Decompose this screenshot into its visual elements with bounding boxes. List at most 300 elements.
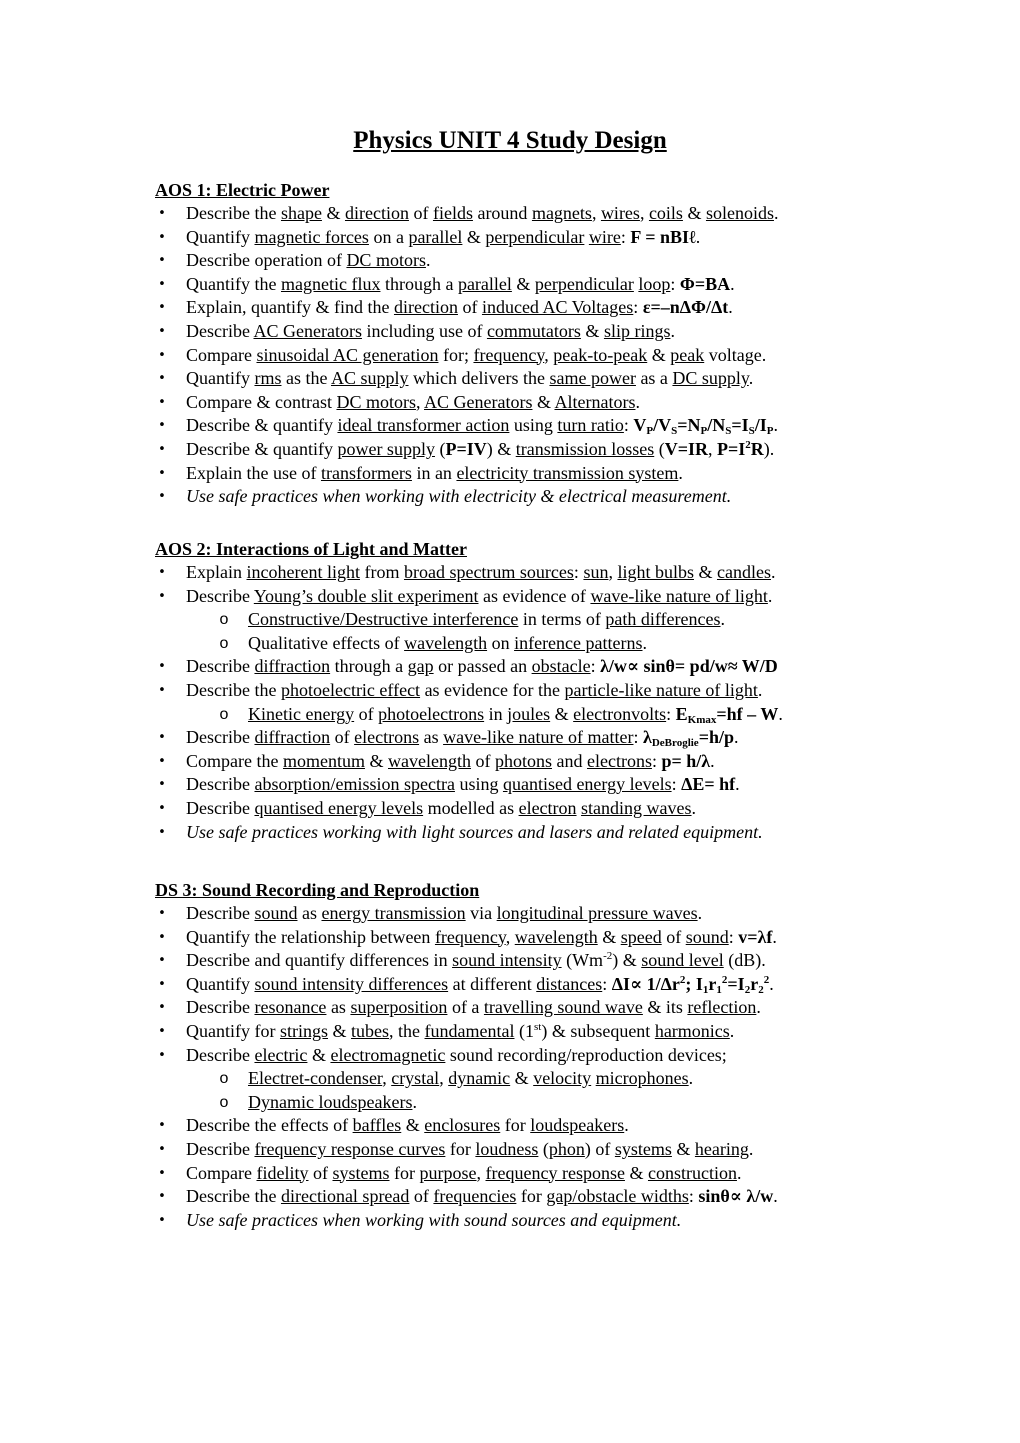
text-segment: as a (635, 368, 673, 389)
text-segment: parallel (457, 273, 512, 294)
text-segment: obstacle (531, 656, 591, 677)
sub-bullet-icon: o (219, 1093, 229, 1111)
text-segment: purpose (419, 1162, 477, 1183)
text-segment: , (505, 926, 515, 947)
text-segment: quantised energy levels (502, 774, 672, 795)
text-segment: Compare & contrast (186, 391, 337, 412)
text-segment: . (748, 368, 754, 389)
text-segment: Explain the use of (186, 462, 321, 483)
page-title: Physics UNIT 4 Study Design (353, 127, 667, 154)
text-segment: same power (549, 368, 636, 389)
text-segment: . (770, 562, 776, 582)
text-segment: P (700, 425, 708, 438)
text-segment: Use safe practices when working with electricity & electrical measurement. (186, 486, 732, 507)
text-segment: 1 (702, 983, 709, 996)
text-segment: shape (280, 203, 322, 223)
text-segment: ΔE= hf (681, 774, 736, 795)
bullet-icon: • (158, 206, 166, 221)
text-segment: & (580, 320, 604, 341)
text-segment: . (769, 973, 774, 994)
text-segment: enclosures (424, 1115, 501, 1136)
text-segment: Quantify the relationship between (186, 926, 435, 947)
text-segment: . (412, 1091, 417, 1112)
bullet-icon: • (158, 1000, 166, 1016)
text-segment: wave-like nature of matter (443, 727, 634, 748)
sub-list-item (155, 1091, 915, 1115)
list-item (155, 773, 915, 797)
text-segment: V (633, 415, 647, 436)
text-segment: , (591, 203, 601, 223)
text-segment: /N (707, 415, 726, 436)
text-segment: =h/p (698, 727, 734, 748)
text-segment: crystal (391, 1068, 440, 1089)
text-segment: =I (727, 973, 745, 994)
list-item (155, 296, 915, 320)
text-segment: v=λf (738, 926, 773, 947)
text-segment: & (511, 273, 535, 294)
text-segment: , (608, 562, 618, 582)
text-segment: harmonics (654, 1020, 730, 1041)
list-item (155, 485, 915, 509)
list-item (155, 438, 915, 462)
text-segment: . (697, 903, 703, 923)
text-segment: which delivers the (408, 368, 550, 389)
text-segment: frequency (473, 344, 545, 365)
text-segment: turn ratio (557, 415, 624, 436)
text-segment: electromagnetic (330, 1044, 446, 1065)
text-segment: : (633, 727, 643, 748)
text-segment: diffraction (254, 656, 331, 677)
text-segment: Constructive/Destructive interference (248, 609, 519, 630)
bullet-icon: • (158, 777, 166, 793)
text-segment: from (359, 562, 404, 582)
text-segment: Young’s double slit experiment (253, 585, 479, 606)
text-segment: direction (344, 203, 409, 223)
list-item (155, 1114, 915, 1138)
text-segment: . (691, 797, 697, 818)
bullet-icon: • (158, 659, 166, 675)
text-segment: parallel (408, 226, 463, 247)
text-segment: . (635, 391, 640, 412)
text-segment: construction (647, 1162, 737, 1183)
bullet-icon: • (158, 800, 166, 816)
text-segment: for (516, 1186, 547, 1207)
text-segment: DC motors (346, 250, 426, 271)
list-item (155, 1162, 915, 1186)
text-segment: electron (518, 797, 577, 818)
text-segment: sound intensity (452, 950, 562, 971)
text-segment: , (544, 344, 554, 365)
text-segment: Quantify (186, 973, 255, 994)
bullet-icon: • (158, 371, 166, 387)
list-item (155, 797, 915, 821)
text-segment: S (748, 425, 755, 438)
text-segment: Qualitative effects of (248, 632, 405, 653)
text-segment: 2 (721, 973, 728, 986)
text-segment: wire (588, 226, 621, 247)
text-segment: Describe (186, 997, 255, 1018)
section-heading: AOS 1: Electric Power (155, 180, 330, 200)
text-segment: . (642, 632, 648, 653)
text-segment: , (439, 1068, 449, 1089)
text-segment: including use of (361, 320, 487, 341)
text-segment: of (354, 703, 379, 724)
list-item (155, 902, 915, 926)
list-item (155, 821, 915, 845)
text-segment: diffraction (254, 727, 331, 748)
text-segment: AC Generators (424, 391, 533, 412)
bullet-icon: • (158, 953, 166, 969)
text-segment: perpendicular (485, 226, 585, 247)
bullet-icon: • (158, 347, 166, 363)
text-segment: fundamental (424, 1020, 515, 1041)
text-segment: 2 (744, 983, 751, 996)
text-segment: r (708, 973, 717, 994)
text-segment: of (661, 926, 686, 947)
text-segment: . (728, 297, 733, 318)
bullet-icon: • (158, 906, 166, 921)
text-segment: joules (507, 703, 551, 724)
text-segment: =N (677, 415, 701, 436)
text-segment: energy transmission (321, 903, 466, 923)
list-item (155, 726, 915, 750)
text-segment: ). (763, 438, 775, 459)
text-segment: . (773, 203, 779, 223)
text-segment: wavelength (514, 926, 598, 947)
text-segment: . (735, 774, 740, 795)
list-item (155, 414, 915, 438)
text-segment: Quantify (186, 226, 255, 247)
text-segment: or passed an (433, 656, 532, 677)
text-segment: Describe (186, 1138, 255, 1159)
text-segment: Explain (186, 562, 247, 582)
text-segment: . (736, 1162, 742, 1183)
text-segment: reflection (687, 997, 757, 1018)
text-segment: Use safe practices working with light sources and lasers and related equipment. (186, 821, 763, 842)
text-segment: DC motors (336, 391, 416, 412)
text-segment: , (382, 1068, 392, 1089)
text-segment: electronvolts (573, 703, 667, 724)
text-segment: magnetic flux (280, 273, 381, 294)
text-segment: P (766, 425, 774, 438)
text-segment: wavelength (388, 750, 471, 771)
text-segment: , the (389, 1020, 425, 1041)
text-segment: Describe operation of (186, 250, 347, 271)
text-segment: transformers (320, 462, 412, 483)
text-segment: : (623, 415, 634, 436)
text-segment: rms (254, 368, 282, 389)
text-segment: . (710, 750, 715, 771)
sub-bullet-icon: o (219, 705, 229, 723)
bullet-icon: • (158, 1118, 166, 1134)
text-segment: of (308, 1162, 333, 1183)
text-segment: microphones (595, 1068, 689, 1089)
text-segment: AC supply (330, 368, 409, 389)
text-segment: & (510, 1068, 534, 1089)
text-segment: . (678, 462, 683, 483)
text-segment: velocity (533, 1068, 592, 1089)
bullet-icon: • (158, 1165, 166, 1181)
text-segment: . (695, 226, 701, 247)
text-segment: directional spread (280, 1186, 410, 1207)
text-segment: Compare the (186, 750, 283, 771)
text-segment: Describe and quantify differences in (186, 950, 453, 971)
text-segment: . (720, 609, 726, 630)
bullet-icon: • (158, 753, 166, 769)
bullet-icon: • (158, 276, 166, 292)
text-segment: & (307, 1044, 331, 1065)
text-segment: . (733, 727, 739, 748)
list-item (155, 585, 915, 609)
bullet-list (155, 902, 915, 1232)
text-segment: absorption/emission spectra (254, 774, 455, 795)
text-segment: P=I (717, 438, 746, 459)
text-segment: st (533, 1020, 542, 1033)
text-segment: , (639, 203, 649, 223)
text-segment: λ (643, 727, 652, 748)
text-segment: : (688, 1186, 699, 1207)
text-segment: as the (281, 368, 331, 389)
text-segment: ; I (685, 973, 703, 994)
text-segment: via (465, 903, 497, 923)
text-segment: P=IV (445, 438, 487, 459)
text-segment: (Wm (561, 950, 604, 971)
text-segment: transmission losses (515, 438, 655, 459)
text-segment: P (646, 425, 654, 438)
text-segment: Quantify the (186, 273, 281, 294)
text-segment: ) & (486, 438, 516, 459)
text-segment: sun (583, 562, 609, 582)
text-segment: fields (432, 203, 473, 223)
bullet-icon: • (158, 929, 166, 945)
text-segment: ideal transformer action (337, 415, 510, 436)
list-item (155, 202, 915, 226)
text-segment: . (757, 679, 763, 700)
text-segment: : (651, 750, 662, 771)
text-segment: phon (548, 1138, 585, 1159)
bullet-icon: • (158, 1047, 166, 1063)
text-segment: as (297, 903, 322, 923)
text-segment: peak-to-peak (553, 344, 648, 365)
text-segment: & (462, 226, 486, 247)
text-segment: travelling sound wave (483, 997, 643, 1018)
list-item (155, 1044, 915, 1068)
text-segment: . (624, 1115, 629, 1136)
text-segment: incoherent light (246, 562, 360, 582)
sub-list-item (155, 608, 915, 632)
text-segment: Describe (186, 656, 255, 677)
text-segment: solenoids (705, 203, 774, 223)
text-segment: : (666, 703, 676, 724)
text-segment: strings (279, 1020, 328, 1041)
list-item (155, 926, 915, 950)
text-segment: in an (411, 462, 457, 483)
bullet-icon: • (158, 1141, 166, 1157)
text-segment: Describe & quantify (186, 415, 338, 436)
text-segment: on (487, 632, 515, 653)
text-segment: and (551, 750, 587, 771)
bullet-icon: • (158, 1212, 166, 1228)
text-segment: & its (642, 997, 688, 1018)
text-segment: . (670, 320, 675, 341)
text-segment: as evidence of (478, 585, 591, 606)
text-segment: p= h/λ (661, 750, 711, 771)
sub-list-item (155, 632, 915, 656)
text-segment: using (509, 415, 558, 436)
text-segment: Kinetic energy (248, 703, 355, 724)
text-segment: & (364, 750, 388, 771)
text-segment: photoelectrons (378, 703, 485, 724)
text-segment: for (445, 1138, 476, 1159)
bullet-icon: • (158, 441, 166, 457)
text-segment: (dB). (723, 950, 766, 971)
text-segment: modelled as (423, 797, 519, 818)
text-segment: F = nBIℓ (630, 226, 696, 247)
bullet-icon: • (158, 588, 166, 604)
text-segment: electrons (586, 750, 652, 771)
text-segment: 2 (679, 973, 686, 986)
text-segment: S (671, 425, 678, 438)
text-segment: Describe (186, 774, 255, 795)
text-segment: direction (393, 297, 458, 318)
bullet-icon: • (158, 323, 166, 339)
text-segment: & (671, 1138, 695, 1159)
text-segment: ) & subsequent (541, 1020, 655, 1041)
text-segment: gap/obstacle widths (546, 1186, 689, 1207)
text-segment: frequencies (433, 1186, 517, 1207)
sub-bullet-icon: o (219, 634, 229, 652)
text-segment: Describe (186, 320, 254, 341)
text-segment: & (328, 1020, 352, 1041)
bullet-icon: • (158, 465, 166, 481)
text-segment: broad spectrum sources (403, 562, 574, 582)
text-segment: tubes (351, 1020, 390, 1041)
text-segment: inference patterns (514, 632, 643, 653)
text-segment: for (389, 1162, 420, 1183)
text-segment: : (602, 973, 612, 994)
text-segment: voltage. (704, 344, 767, 365)
text-segment: as evidence for the (420, 679, 565, 700)
text-segment: momentum (282, 750, 365, 771)
text-segment: magnets (531, 203, 592, 223)
text-segment: Quantify (186, 368, 255, 389)
text-segment: for (500, 1115, 531, 1136)
text-segment: baffles (352, 1115, 402, 1136)
text-segment: Alternators (554, 391, 636, 412)
text-segment: Describe (186, 797, 255, 818)
text-segment: & (682, 203, 706, 223)
text-segment: Describe the (186, 679, 281, 700)
text-segment: Compare (186, 344, 257, 365)
text-segment: using (454, 774, 503, 795)
text-segment: , (708, 438, 717, 459)
text-segment: . (778, 703, 783, 724)
text-segment: of (457, 297, 482, 318)
text-segment: R (750, 438, 764, 459)
text-segment: electrons (354, 727, 420, 748)
text-segment: =I (731, 415, 749, 436)
text-segment: & (550, 703, 574, 724)
text-segment: ) of (584, 1138, 615, 1159)
sub-list-item (155, 703, 915, 727)
text-segment: perpendicular (534, 273, 634, 294)
text-segment: Describe (186, 727, 255, 748)
text-segment: Describe (186, 1044, 255, 1065)
text-segment: 2 (758, 983, 764, 996)
text-segment: loop (638, 273, 671, 294)
text-segment: through a (380, 273, 458, 294)
text-segment: of (470, 750, 495, 771)
text-segment: path differences (605, 609, 721, 630)
section-aos1 (155, 179, 915, 509)
text-segment: : (620, 226, 631, 247)
text-segment: longitudinal pressure waves (496, 903, 698, 923)
text-segment: sinusoidal AC generation (256, 344, 439, 365)
list-item (155, 1138, 915, 1162)
list-item (155, 249, 915, 273)
text-segment: Φ=BA (679, 273, 731, 294)
text-segment: photoelectric effect (280, 679, 421, 700)
text-segment: systems (332, 1162, 390, 1183)
bullet-icon: • (158, 229, 166, 245)
list-item (155, 320, 915, 344)
text-segment: . (730, 273, 735, 294)
text-segment: loudness (475, 1138, 539, 1159)
text-segment: Describe the (186, 1186, 281, 1207)
text-segment: /V (653, 415, 672, 436)
text-segment: (1 (514, 1020, 534, 1041)
list-item (155, 949, 915, 973)
text-segment: : (728, 926, 739, 947)
text-segment: E (675, 703, 688, 724)
text-segment: standing waves (581, 797, 692, 818)
text-segment: frequency response (485, 1162, 625, 1183)
text-segment: . (729, 1020, 735, 1041)
list-item (155, 462, 915, 486)
bullet-icon: • (158, 565, 166, 580)
text-segment: & (693, 562, 717, 582)
section-ds3 (155, 879, 915, 1232)
list-item (155, 1185, 915, 1209)
bullet-icon: • (158, 418, 166, 434)
text-segment: for; (438, 344, 474, 365)
text-segment: coils (648, 203, 683, 223)
text-segment: ε=–nΔΦ/Δt (642, 297, 729, 318)
text-segment: wavelength (404, 632, 488, 653)
text-segment: magnetic forces (254, 226, 369, 247)
text-segment: at different (448, 973, 537, 994)
bullet-list (155, 561, 915, 844)
text-segment: 1 (716, 983, 722, 996)
text-segment: quantised energy levels (254, 797, 424, 818)
text-segment: in terms of (518, 609, 606, 630)
text-segment: /I (754, 415, 767, 436)
text-segment: . (756, 997, 761, 1018)
text-segment: sinθ∝ λ/w (698, 1186, 774, 1207)
text-segment: resonance (254, 997, 327, 1018)
text-segment: Use safe practices when working with sound sources and equipment. (186, 1209, 682, 1230)
text-segment: in (484, 703, 508, 724)
text-segment: ΔI∝ 1/Δr (611, 973, 680, 994)
text-segment: : (670, 273, 680, 294)
text-segment: . (425, 250, 431, 271)
text-segment: : (633, 297, 643, 318)
text-segment: & (401, 1115, 425, 1136)
text-segment: systems (614, 1138, 672, 1159)
text-segment: fidelity (256, 1162, 309, 1183)
text-segment: ( (538, 1138, 549, 1159)
list-item (155, 996, 915, 1020)
